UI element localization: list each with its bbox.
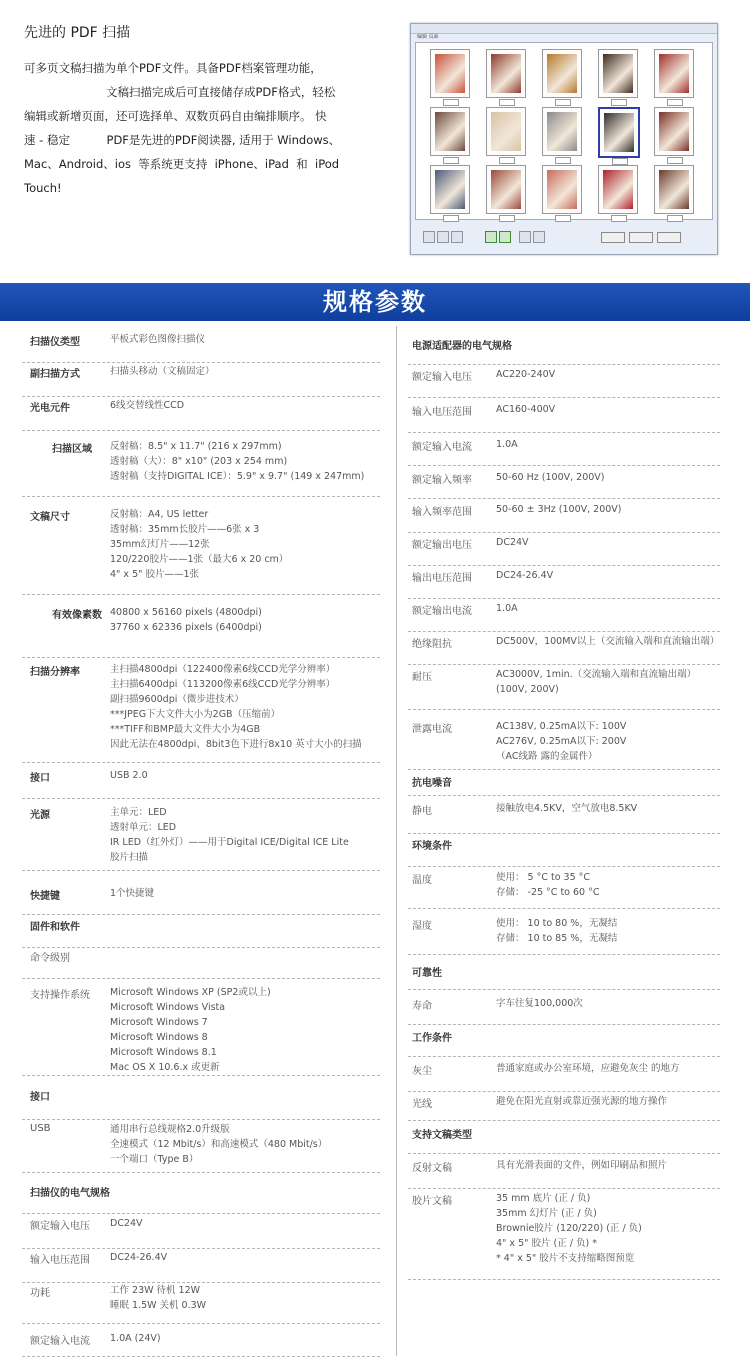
spec-row: [408, 773, 720, 796]
spec-row: [408, 1125, 720, 1154]
spec-value: [110, 985, 271, 1075]
ok-button: [601, 232, 625, 243]
page-thumbnail: [654, 49, 694, 98]
spec-value: [110, 886, 154, 901]
spec-label: 输入频率范围: [412, 507, 472, 518]
page-thumbnail: [542, 49, 582, 98]
spec-value-line: 具有光滑表面的文件，例如印刷品和照片: [496, 1160, 668, 1171]
spec-label: 支持操作系统: [30, 990, 90, 1001]
spec-value-line: 睡眠 1.5W 关机 0.3W: [110, 1300, 207, 1311]
spec-value-line: 平板式彩色图像扫描仪: [110, 334, 206, 345]
spec-value-line: 反射稿：A4, US letter: [110, 509, 209, 520]
spec-value-line: 透射单元：LED: [110, 822, 177, 833]
spec-value: [496, 634, 719, 649]
spec-row: [22, 1087, 380, 1120]
spec-value-line: AC3000V, 1min.（交流输入端和直流输出端）: [496, 669, 697, 680]
spec-label: 扫描分辨率: [30, 667, 80, 678]
spec-value-line: 35mm幻灯片——12张: [110, 539, 210, 550]
thumbnail-image: [435, 112, 465, 151]
spec-row: [408, 535, 720, 566]
spec-row: [408, 568, 720, 599]
spec-row: [408, 1061, 720, 1092]
spec-label: 有效像素数: [52, 610, 102, 621]
intro-line-1: 可多页文稿扫描为单个PDF文件。具备PDF档案管理功能，: [24, 61, 322, 75]
page-thumbnail: [598, 49, 638, 98]
spec-value-line: 透射稿：35mm长胶片——6张 x 3: [110, 524, 260, 535]
spec-value: [496, 870, 600, 900]
spec-value-line: 工作 23W 待机 12W: [110, 1285, 201, 1296]
spec-label: 耐压: [412, 672, 432, 683]
spec-value-line: 37760 x 62336 pixels (6400dpi): [110, 622, 262, 633]
spec-value-line: 副扫描9600dpi（微步进技术）: [110, 694, 244, 705]
spec-value: [496, 996, 583, 1011]
spec-value-line: 主单元：LED: [110, 807, 167, 818]
spec-label: 光线: [412, 1099, 432, 1110]
spec-value-line: Brownie胶片 (120/220) (正 / 负): [496, 1223, 642, 1234]
spec-value-line: 避免在阳光直射或靠近强光源的地方操作: [496, 1096, 668, 1107]
spec-label: 支持文稿类型: [412, 1130, 472, 1141]
spec-row: [22, 1250, 380, 1283]
page-icon: [437, 231, 449, 243]
spec-value: [496, 916, 617, 946]
thumbnail-image: [547, 170, 577, 209]
spec-row: [22, 439, 380, 497]
spec-value-line: 胶片扫描: [110, 852, 149, 863]
spec-value: [496, 1094, 667, 1109]
thumbnail-image: [659, 54, 689, 93]
thumbnail-image: [659, 170, 689, 209]
spec-row: [22, 948, 380, 979]
spec-label: 副扫描方式: [30, 369, 80, 380]
spec-value: [496, 470, 605, 485]
spec-row: [22, 1283, 380, 1324]
spec-value-line: AC160-400V: [496, 404, 556, 415]
spec-row: [408, 634, 720, 665]
intro-line-5: Mac、Android、ios 等系统更支持 iPhone、iPad 和 iPod: [24, 157, 340, 171]
spec-label: 快捷键: [30, 891, 60, 902]
spec-value-line: ***JPEG下大文件大小为2GB（压缩前）: [110, 709, 281, 720]
spec-row: [22, 1122, 380, 1173]
page-thumbnail: [430, 49, 470, 98]
intro-title: 先进的 PDF 扫描: [24, 25, 131, 41]
spec-row: [22, 805, 380, 871]
spec-row: [408, 1191, 720, 1280]
spec-value-line: 使用： 10 to 80 %，无凝结: [496, 918, 618, 929]
spec-value: [496, 1158, 667, 1173]
spec-label: 泄露电流: [412, 724, 452, 735]
spec-label: 反射文稿: [412, 1163, 452, 1174]
spec-value-line: (100V, 200V): [496, 684, 559, 695]
spec-value: [496, 601, 518, 616]
thumbnail-image: [491, 54, 521, 93]
screenshot-toolbar: [415, 224, 711, 246]
page-thumbnail: [542, 165, 582, 214]
spec-row: [408, 916, 720, 955]
thumbnail-image: [435, 54, 465, 93]
spec-label: 光电元件: [30, 403, 70, 414]
thumbnail-checkbox: [667, 157, 683, 164]
page-thumbnail: [486, 49, 526, 98]
spec-row: [22, 332, 380, 363]
spec-value-line: 1个快捷键: [110, 888, 155, 899]
spec-row: [408, 719, 720, 770]
spec-value-line: DC24-26.4V: [110, 1252, 168, 1263]
spec-label: 输出电压范围: [412, 573, 472, 584]
thumbnail-checkbox: [555, 99, 571, 106]
thumbnail-checkbox: [611, 215, 627, 222]
page-thumbnail: [486, 107, 526, 156]
spec-value-line: 120/220胶片——1张（最大6 x 20 cm）: [110, 554, 289, 565]
spec-row: [408, 996, 720, 1025]
spec-label: 绝缘阻抗: [412, 639, 452, 650]
spec-value-line: DC500V，100MV以上（交流输入端和直流输出端）: [496, 636, 720, 647]
spec-value: [496, 367, 555, 382]
thumbnail-image: [547, 54, 577, 93]
rotate-right-icon: [499, 231, 511, 243]
spec-value-line: 普通家庭或办公室环境，应避免灰尘 的地方: [496, 1063, 680, 1074]
page-thumbnail: [598, 165, 638, 214]
spec-value: [110, 1250, 167, 1265]
screenshot-title-bar: [411, 24, 717, 34]
intro-section: [24, 22, 376, 200]
thumbnail-checkbox: [555, 215, 571, 222]
page-thumbnail: [430, 165, 470, 214]
spec-row: [408, 367, 720, 398]
spec-value-line: 扫描头移动（文稿固定）: [110, 366, 215, 377]
spec-value: [110, 439, 364, 484]
thumbnail-checkbox: [443, 215, 459, 222]
spec-value-line: DC24-26.4V: [496, 570, 554, 581]
spec-row: [408, 402, 720, 433]
spec-value-line: 字车往复100,000次: [496, 998, 583, 1009]
spec-label: 文稿尺寸: [30, 512, 70, 523]
spec-value-line: 50-60 Hz (100V, 200V): [496, 472, 605, 483]
spec-value-line: 50-60 ± 3Hz (100V, 200V): [496, 504, 622, 515]
spec-value-line: （AC线路 露的金属件）: [496, 751, 598, 762]
spec-row: [408, 836, 720, 867]
spec-label: 寿命: [412, 1001, 432, 1012]
spec-value-line: 4" x 5" 胶片——1张: [110, 569, 200, 580]
spec-label: 静电: [412, 806, 432, 817]
page-thumbnail: [430, 107, 470, 156]
thumbnail-checkbox: [667, 215, 683, 222]
spec-row: [408, 1094, 720, 1121]
spec-value: [110, 332, 205, 347]
spec-label: 接口: [30, 1092, 50, 1103]
spec-value: [110, 398, 184, 413]
spec-row: [408, 336, 720, 365]
page-thumbnail: [654, 107, 694, 156]
spec-value-line: Microsoft Windows XP (SP2或以上): [110, 987, 271, 998]
spec-row: [22, 886, 380, 915]
spec-row: [408, 470, 720, 499]
spec-row: [408, 870, 720, 909]
spec-label: 灰尘: [412, 1066, 432, 1077]
spec-value-line: 使用： 5 °C to 35 °C: [496, 872, 591, 883]
spec-value: [110, 364, 215, 379]
spec-row: [22, 1216, 380, 1249]
spec-label: 固件和软件: [30, 922, 80, 933]
spec-label: 额定输入电压: [30, 1221, 90, 1232]
spec-row: [408, 1028, 720, 1057]
spec-value-line: 1.0A (24V): [110, 1333, 161, 1344]
spec-value: [110, 662, 362, 752]
spec-value: [110, 768, 148, 783]
spec-label: 环境条件: [412, 841, 452, 852]
spec-label: 额定输入频率: [412, 475, 472, 486]
thumbnail-image: [435, 170, 465, 209]
spec-row: [22, 1331, 380, 1357]
spec-label: 额定输入电流: [30, 1336, 90, 1347]
spec-label: 抗电噪音: [412, 778, 452, 789]
trash-icon: [533, 231, 545, 243]
thumbnail-grid: [415, 42, 713, 220]
spec-value-line: 1.0A: [496, 603, 518, 614]
spec-label: 温度: [412, 875, 432, 886]
spec-value: [496, 568, 553, 583]
spec-label: 接口: [30, 773, 50, 784]
thumbnail-checkbox: [555, 157, 571, 164]
spec-value-line: DC24V: [496, 537, 529, 548]
intro-line-6: Touch!: [24, 181, 62, 195]
thumbnail-checkbox: [443, 157, 459, 164]
spec-value: [110, 507, 288, 582]
spec-row: [408, 667, 720, 710]
spec-value-line: Mac OS X 10.6.x 或更新: [110, 1062, 220, 1073]
spec-value: [110, 1122, 327, 1167]
spec-row: [408, 502, 720, 533]
spec-value-line: 6线交替线性CCD: [110, 400, 185, 411]
spec-value: [110, 605, 262, 635]
spec-value-line: * 4" x 5" 胶片不支持缩略图预览: [496, 1253, 635, 1264]
spec-value-line: Microsoft Windows Vista: [110, 1002, 226, 1013]
spec-label: 胶片文稿: [412, 1196, 452, 1207]
spec-row: [22, 605, 380, 658]
spec-label: 输入电压范围: [412, 407, 472, 418]
spec-row: [22, 662, 380, 763]
spec-value-line: 主扫描4800dpi（122400像素6线CCD光学分辨率）: [110, 664, 336, 675]
spec-value-line: 存储： 10 to 85 %，无凝结: [496, 933, 618, 944]
spec-row: [408, 601, 720, 632]
spec-banner: 规格参数: [0, 283, 750, 321]
thumbnail-image: [491, 112, 521, 151]
intro-line-3: 编辑或新增页面，还可选择单、双数页码自由编排顺序。 快: [24, 109, 327, 123]
thumbnail-image: [659, 112, 689, 151]
spec-value: [496, 667, 696, 697]
spec-value-line: Microsoft Windows 7: [110, 1017, 208, 1028]
intro-line-4: 速 - 稳定 PDF是先进的PDF阅读器, 适用于 Windows、: [24, 133, 341, 147]
delete-icon: [519, 231, 531, 243]
thumbnail-checkbox: [667, 99, 683, 106]
spec-label: 扫描区域: [52, 444, 92, 455]
spec-row: [22, 398, 380, 431]
page-icon: [451, 231, 463, 243]
spec-label: 可靠性: [412, 968, 442, 979]
thumbnail-checkbox: [443, 99, 459, 106]
spec-row: [408, 801, 720, 834]
spec-value-line: 全速模式（12 Mbit/s）和高速模式（480 Mbit/s）: [110, 1139, 328, 1150]
spec-value-line: 反射稿：8.5" x 11.7" (216 x 297mm): [110, 441, 282, 452]
spec-label: 湿度: [412, 921, 432, 932]
spec-value-line: AC276V, 0.25mA以下: 200V: [496, 736, 627, 747]
spec-label: 输入电压范围: [30, 1255, 90, 1266]
rotate-left-icon: [485, 231, 497, 243]
spec-value: [496, 719, 626, 764]
spec-row: [22, 985, 380, 1076]
page-thumbnail: [486, 165, 526, 214]
screenshot-menu: 编辑 页面: [417, 34, 439, 40]
spec-row: [408, 963, 720, 990]
thumbnail-image: [603, 54, 633, 93]
spec-row: [22, 364, 380, 397]
spec-value-line: AC220-240V: [496, 369, 556, 380]
spec-value-line: Microsoft Windows 8.1: [110, 1047, 217, 1058]
thumbnail-checkbox: [499, 99, 515, 106]
thumbnail-image: [491, 170, 521, 209]
thumbnail-checkbox: [499, 215, 515, 222]
thumbnail-image: [604, 113, 634, 152]
spec-value: [110, 1331, 161, 1346]
spec-label: 电源适配器的电气规格: [412, 341, 512, 352]
spec-value-line: 1.0A: [496, 439, 518, 450]
spec-row: [22, 768, 380, 799]
spec-value-line: Microsoft Windows 8: [110, 1032, 208, 1043]
thumbnail-checkbox: [499, 157, 515, 164]
cancel-button: [629, 232, 653, 243]
spec-value: [496, 1191, 642, 1266]
thumbnail-image: [603, 170, 633, 209]
spec-value-line: USB 2.0: [110, 770, 148, 781]
spec-label: 额定输出电流: [412, 606, 472, 617]
spec-value: [496, 502, 622, 517]
spec-value-line: 透射稿（大）：8" x10" (203 x 254 mm): [110, 456, 288, 467]
spec-label: 额定输入电压: [412, 372, 472, 383]
spec-label: 工作条件: [412, 1033, 452, 1044]
spec-row: [22, 507, 380, 595]
spec-label: 命令级别: [30, 953, 70, 964]
spec-value: [496, 801, 637, 816]
spec-value: [496, 535, 529, 550]
column-divider: [396, 326, 397, 1356]
spec-value: [496, 437, 518, 452]
spec-value-line: DC24V: [110, 1218, 143, 1229]
spec-value-line: 35 mm 底片 (正 / 负): [496, 1193, 591, 1204]
spec-value: [110, 805, 349, 865]
spec-value-line: ***TIFF和BMP最大文件大小为4GB: [110, 724, 261, 735]
spec-label: 扫描仪类型: [30, 337, 80, 348]
spec-row: [408, 1158, 720, 1189]
page-thumbnail: [654, 165, 694, 214]
spec-row: [408, 437, 720, 466]
help-button: [657, 232, 681, 243]
spec-value-line: AC138V, 0.25mA以下: 100V: [496, 721, 627, 732]
spec-value-line: 通用串行总线规格2.0升级版: [110, 1124, 230, 1135]
page-icon: [423, 231, 435, 243]
spec-value-line: 主扫描6400dpi（113200像素6线CCD光学分辨率）: [110, 679, 336, 690]
spec-label: USB: [30, 1123, 51, 1134]
software-screenshot: [410, 23, 718, 255]
spec-row: [22, 1183, 380, 1214]
spec-label: 功耗: [30, 1288, 50, 1299]
spec-value-line: 接触放电4.5KV，空气放电8.5KV: [496, 803, 638, 814]
spec-value-line: 因此无法在4800dpi、8bit3色下进行8x10 英寸大小的扫描: [110, 739, 362, 750]
spec-value-line: IR LED（红外灯）——用于Digital ICE/Digital ICE Lite: [110, 837, 349, 848]
spec-value-line: 4" x 5" 胶片 (正 / 负) *: [496, 1238, 597, 1249]
intro-line-2: 文稿扫描完成后可直接储存成PDF格式，轻松: [106, 85, 336, 99]
spec-value-line: 存储： -25 °C to 60 °C: [496, 887, 600, 898]
spec-label: 扫描仪的电气规格: [30, 1188, 110, 1199]
spec-label: 光源: [30, 810, 50, 821]
spec-label: 额定输入电流: [412, 442, 472, 453]
thumbnail-image: [547, 112, 577, 151]
spec-row: [22, 917, 380, 948]
spec-value: [496, 1061, 680, 1076]
spec-value-line: 透射稿（支持DIGITAL ICE）：5.9" x 9.7" (149 x 247mm): [110, 471, 365, 482]
spec-value: [110, 1283, 206, 1313]
thumbnail-checkbox: [612, 158, 628, 165]
spec-value: [110, 1216, 143, 1231]
spec-label: 额定输出电压: [412, 540, 472, 551]
spec-value: [496, 402, 555, 417]
thumbnail-checkbox: [611, 99, 627, 106]
spec-value-line: 40800 x 56160 pixels (4800dpi): [110, 607, 262, 618]
spec-value-line: 一个端口（Type B）: [110, 1154, 199, 1165]
page-thumbnail: [542, 107, 582, 156]
spec-value-line: 35mm 幻灯片 (正 / 负): [496, 1208, 597, 1219]
page-thumbnail: [598, 107, 640, 158]
